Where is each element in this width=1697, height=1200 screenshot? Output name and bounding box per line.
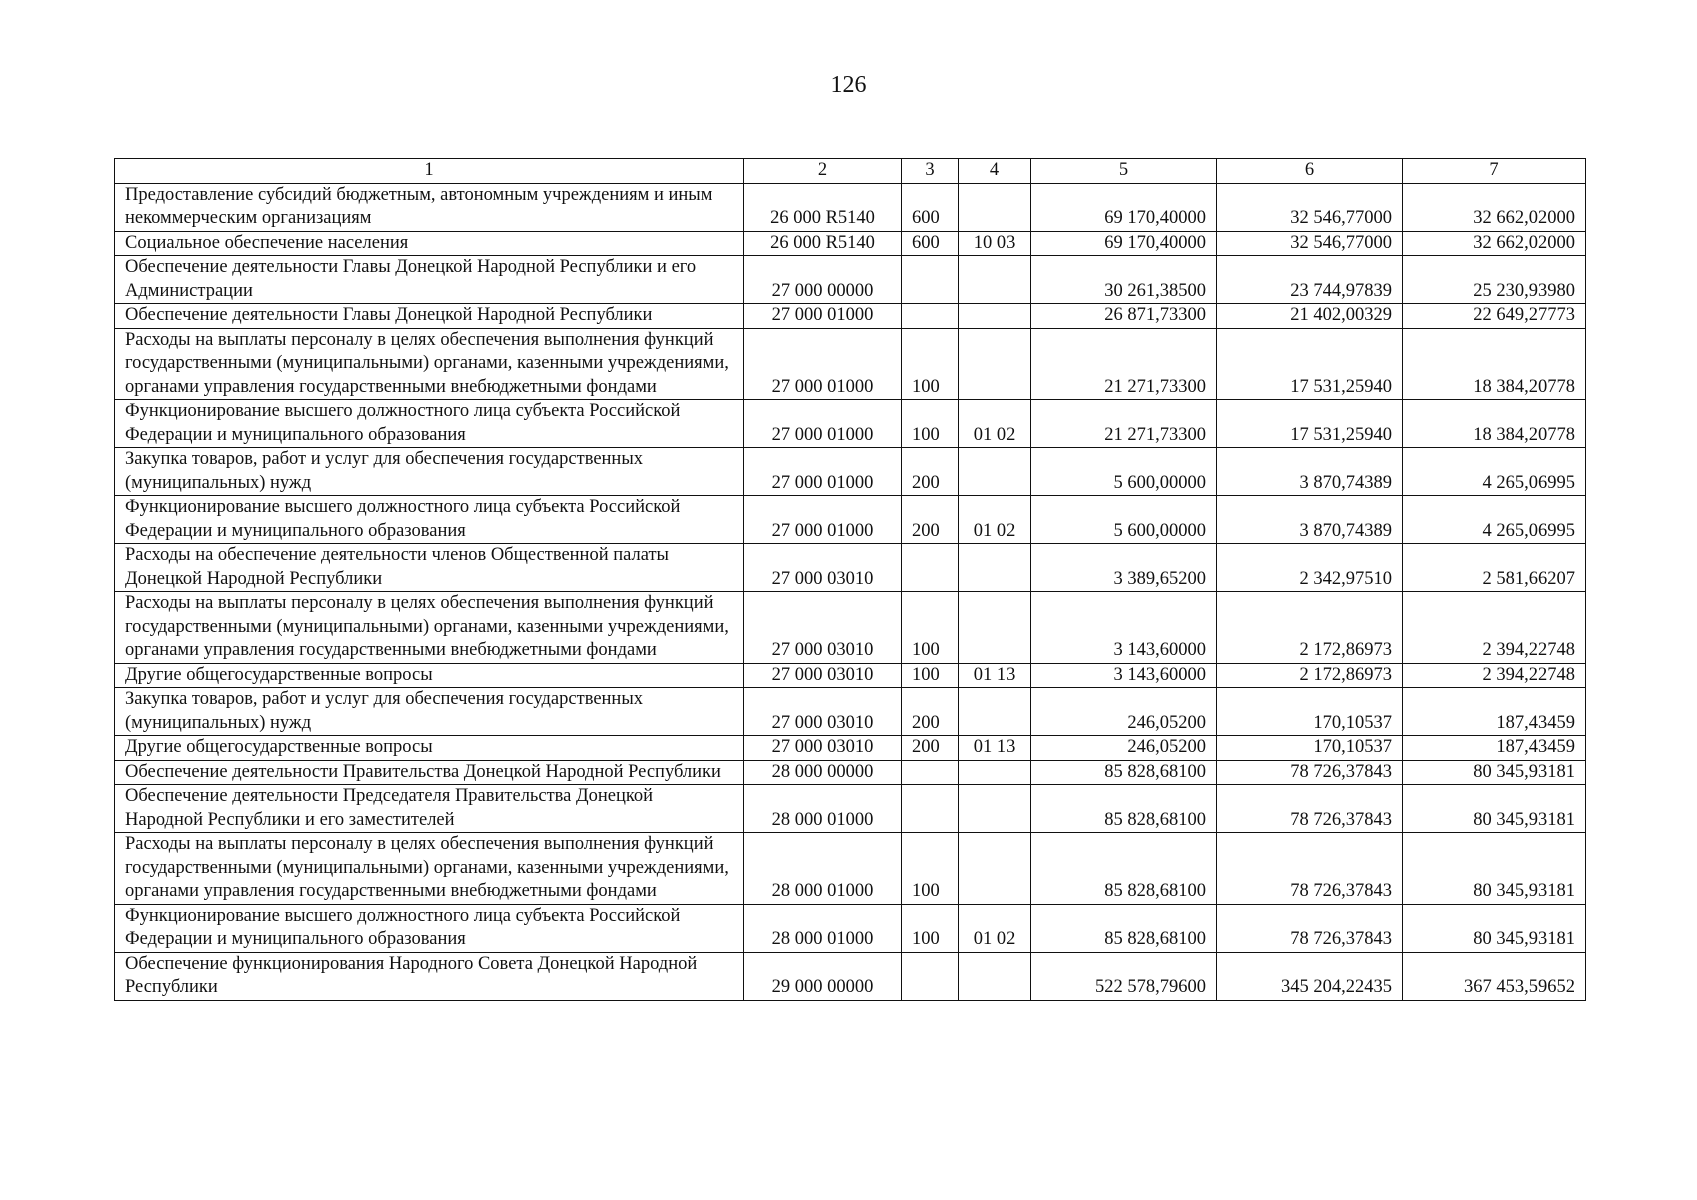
- amount-col6-cell: 2 172,86973: [1217, 663, 1403, 688]
- expense-description-cell: Предоставление субсидий бюджетным, автономным учреждениям и иным некоммерческим организациям: [115, 183, 744, 231]
- expense-description-cell: Обеспечение деятельности Главы Донецкой Народной Республики: [115, 304, 744, 329]
- amount-col6-cell: 78 726,37843: [1217, 760, 1403, 785]
- amount-col6-cell: 21 402,00329: [1217, 304, 1403, 329]
- amount-col5-cell: 85 828,68100: [1031, 904, 1217, 952]
- amount-col5-cell: 21 271,73300: [1031, 328, 1217, 400]
- section-code-cell: [959, 688, 1031, 736]
- table-row: [115, 833, 1586, 905]
- amount-col7-cell: 187,43459: [1403, 736, 1586, 761]
- amount-col6-cell: 32 546,77000: [1217, 231, 1403, 256]
- amount-col7-cell: 32 662,02000: [1403, 183, 1586, 231]
- section-code-cell: [959, 785, 1031, 833]
- table-row: [115, 785, 1586, 833]
- amount-col7-cell: 80 345,93181: [1403, 785, 1586, 833]
- amount-col5-cell: 21 271,73300: [1031, 400, 1217, 448]
- amount-col7-cell: 22 649,27773: [1403, 304, 1586, 329]
- target-code-cell: 28 000 01000: [744, 904, 902, 952]
- amount-col6-cell: 78 726,37843: [1217, 785, 1403, 833]
- amount-col5-cell: 30 261,38500: [1031, 256, 1217, 304]
- amount-col7-cell: 2 394,22748: [1403, 592, 1586, 664]
- amount-col6-cell: 345 204,22435: [1217, 952, 1403, 1000]
- expense-description-cell: Функционирование высшего должностного лица субъекта Российской Федерации и муниципального образования: [115, 904, 744, 952]
- amount-col6-cell: 23 744,97839: [1217, 256, 1403, 304]
- expense-type-cell: [902, 544, 959, 592]
- amount-col6-cell: 170,10537: [1217, 736, 1403, 761]
- section-code-cell: [959, 448, 1031, 496]
- section-code-cell: 01 13: [959, 736, 1031, 761]
- target-code-cell: 27 000 03010: [744, 544, 902, 592]
- expense-type-cell: 100: [902, 592, 959, 664]
- amount-col6-cell: 2 342,97510: [1217, 544, 1403, 592]
- table-row: [115, 952, 1586, 1000]
- expense-description-cell: Расходы на обеспечение деятельности членов Общественной палаты Донецкой Народной Республики: [115, 544, 744, 592]
- amount-col5-cell: 3 143,60000: [1031, 663, 1217, 688]
- expense-type-cell: [902, 256, 959, 304]
- table-row: [115, 736, 1586, 761]
- expense-description-cell: Расходы на выплаты персоналу в целях обеспечения выполнения функций государственными (муниципальными) органами, казенными учреждениями, органами управления государственными внебюджетными фондами: [115, 833, 744, 905]
- expense-description-cell: Обеспечение деятельности Правительства Донецкой Народной Республики: [115, 760, 744, 785]
- amount-col7-cell: 32 662,02000: [1403, 231, 1586, 256]
- expense-description-cell: Социальное обеспечение населения: [115, 231, 744, 256]
- section-code-cell: [959, 760, 1031, 785]
- table-row: [115, 663, 1586, 688]
- target-code-cell: 27 000 01000: [744, 448, 902, 496]
- amount-col5-cell: 246,05200: [1031, 736, 1217, 761]
- amount-col5-cell: 3 143,60000: [1031, 592, 1217, 664]
- table-row: [115, 231, 1586, 256]
- amount-col5-cell: 5 600,00000: [1031, 448, 1217, 496]
- column-header-4: 4: [959, 159, 1031, 184]
- table-row: [115, 183, 1586, 231]
- table-row: [115, 760, 1586, 785]
- section-code-cell: 01 02: [959, 496, 1031, 544]
- amount-col5-cell: 5 600,00000: [1031, 496, 1217, 544]
- column-header-2: 2: [744, 159, 902, 184]
- expense-description-cell: Расходы на выплаты персоналу в целях обеспечения выполнения функций государственными (муниципальными) органами, казенными учреждениями, органами управления государственными внебюджетными фондами: [115, 592, 744, 664]
- expense-type-cell: 200: [902, 496, 959, 544]
- expense-type-cell: [902, 760, 959, 785]
- expense-description-cell: Расходы на выплаты персоналу в целях обеспечения выполнения функций государственными (муниципальными) органами, казенными учреждениями, органами управления государственными внебюджетными фондами: [115, 328, 744, 400]
- expense-type-cell: 600: [902, 183, 959, 231]
- amount-col7-cell: 80 345,93181: [1403, 904, 1586, 952]
- section-code-cell: [959, 592, 1031, 664]
- amount-col5-cell: 26 871,73300: [1031, 304, 1217, 329]
- amount-col6-cell: 2 172,86973: [1217, 592, 1403, 664]
- table-row: [115, 496, 1586, 544]
- expense-description-cell: Обеспечение функционирования Народного Совета Донецкой Народной Республики: [115, 952, 744, 1000]
- table-row: [115, 304, 1586, 329]
- amount-col5-cell: 3 389,65200: [1031, 544, 1217, 592]
- table-row: [115, 544, 1586, 592]
- expense-type-cell: 600: [902, 231, 959, 256]
- amount-col7-cell: 25 230,93980: [1403, 256, 1586, 304]
- expense-type-cell: 100: [902, 904, 959, 952]
- target-code-cell: 27 000 01000: [744, 400, 902, 448]
- amount-col6-cell: 3 870,74389: [1217, 448, 1403, 496]
- amount-col7-cell: 4 265,06995: [1403, 496, 1586, 544]
- amount-col7-cell: 4 265,06995: [1403, 448, 1586, 496]
- target-code-cell: 28 000 01000: [744, 785, 902, 833]
- amount-col5-cell: 69 170,40000: [1031, 231, 1217, 256]
- table-row: [115, 256, 1586, 304]
- expense-type-cell: 200: [902, 736, 959, 761]
- table-row: [115, 328, 1586, 400]
- table-row: [115, 448, 1586, 496]
- amount-col6-cell: 17 531,25940: [1217, 400, 1403, 448]
- amount-col5-cell: 85 828,68100: [1031, 785, 1217, 833]
- amount-col5-cell: 85 828,68100: [1031, 833, 1217, 905]
- amount-col6-cell: 170,10537: [1217, 688, 1403, 736]
- expense-description-cell: Функционирование высшего должностного лица субъекта Российской Федерации и муниципального образования: [115, 400, 744, 448]
- amount-col7-cell: 187,43459: [1403, 688, 1586, 736]
- table-body: [115, 183, 1586, 1000]
- amount-col7-cell: 18 384,20778: [1403, 328, 1586, 400]
- target-code-cell: 28 000 01000: [744, 833, 902, 905]
- target-code-cell: 27 000 03010: [744, 663, 902, 688]
- target-code-cell: 26 000 R5140: [744, 231, 902, 256]
- expense-description-cell: Другие общегосударственные вопросы: [115, 663, 744, 688]
- expense-type-cell: 100: [902, 663, 959, 688]
- amount-col7-cell: 2 581,66207: [1403, 544, 1586, 592]
- amount-col6-cell: 32 546,77000: [1217, 183, 1403, 231]
- expense-type-cell: 200: [902, 448, 959, 496]
- amount-col5-cell: 85 828,68100: [1031, 760, 1217, 785]
- expense-description-cell: Обеспечение деятельности Главы Донецкой Народной Республики и его Администрации: [115, 256, 744, 304]
- amount-col6-cell: 17 531,25940: [1217, 328, 1403, 400]
- expense-type-cell: [902, 952, 959, 1000]
- column-header-7: 7: [1403, 159, 1586, 184]
- expense-type-cell: [902, 304, 959, 329]
- column-header-6: 6: [1217, 159, 1403, 184]
- section-code-cell: [959, 833, 1031, 905]
- expense-description-cell: Другие общегосударственные вопросы: [115, 736, 744, 761]
- column-header-5: 5: [1031, 159, 1217, 184]
- amount-col5-cell: 69 170,40000: [1031, 183, 1217, 231]
- target-code-cell: 27 000 01000: [744, 304, 902, 329]
- amount-col7-cell: 80 345,93181: [1403, 760, 1586, 785]
- expense-description-cell: Закупка товаров, работ и услуг для обеспечения государственных (муниципальных) нужд: [115, 448, 744, 496]
- section-code-cell: 01 13: [959, 663, 1031, 688]
- target-code-cell: 27 000 03010: [744, 592, 902, 664]
- page-number: 126: [830, 72, 867, 98]
- column-header-3: 3: [902, 159, 959, 184]
- section-code-cell: [959, 304, 1031, 329]
- amount-col6-cell: 78 726,37843: [1217, 833, 1403, 905]
- target-code-cell: 29 000 00000: [744, 952, 902, 1000]
- table-header-row: [115, 159, 1586, 184]
- target-code-cell: 27 000 03010: [744, 736, 902, 761]
- amount-col7-cell: 18 384,20778: [1403, 400, 1586, 448]
- expense-type-cell: 100: [902, 400, 959, 448]
- section-code-cell: [959, 183, 1031, 231]
- amount-col7-cell: 367 453,59652: [1403, 952, 1586, 1000]
- table-row: [115, 688, 1586, 736]
- expense-description-cell: Функционирование высшего должностного лица субъекта Российской Федерации и муниципального образования: [115, 496, 744, 544]
- target-code-cell: 27 000 01000: [744, 328, 902, 400]
- section-code-cell: [959, 256, 1031, 304]
- expense-type-cell: 100: [902, 328, 959, 400]
- amount-col6-cell: 78 726,37843: [1217, 904, 1403, 952]
- column-header-1: 1: [115, 159, 744, 184]
- amount-col7-cell: 2 394,22748: [1403, 663, 1586, 688]
- budget-table: [114, 158, 1586, 1001]
- section-code-cell: 10 03: [959, 231, 1031, 256]
- expense-description-cell: Закупка товаров, работ и услуг для обеспечения государственных (муниципальных) нужд: [115, 688, 744, 736]
- table-row: [115, 904, 1586, 952]
- target-code-cell: 27 000 01000: [744, 496, 902, 544]
- section-code-cell: 01 02: [959, 400, 1031, 448]
- target-code-cell: 26 000 R5140: [744, 183, 902, 231]
- amount-col7-cell: 80 345,93181: [1403, 833, 1586, 905]
- section-code-cell: 01 02: [959, 904, 1031, 952]
- expense-type-cell: 200: [902, 688, 959, 736]
- section-code-cell: [959, 328, 1031, 400]
- section-code-cell: [959, 952, 1031, 1000]
- amount-col6-cell: 3 870,74389: [1217, 496, 1403, 544]
- section-code-cell: [959, 544, 1031, 592]
- table-row: [115, 400, 1586, 448]
- expense-type-cell: [902, 785, 959, 833]
- target-code-cell: 27 000 03010: [744, 688, 902, 736]
- table-row: [115, 592, 1586, 664]
- target-code-cell: 28 000 00000: [744, 760, 902, 785]
- expense-description-cell: Обеспечение деятельности Председателя Правительства Донецкой Народной Республики и его заместителей: [115, 785, 744, 833]
- amount-col5-cell: 522 578,79600: [1031, 952, 1217, 1000]
- expense-type-cell: 100: [902, 833, 959, 905]
- amount-col5-cell: 246,05200: [1031, 688, 1217, 736]
- target-code-cell: 27 000 00000: [744, 256, 902, 304]
